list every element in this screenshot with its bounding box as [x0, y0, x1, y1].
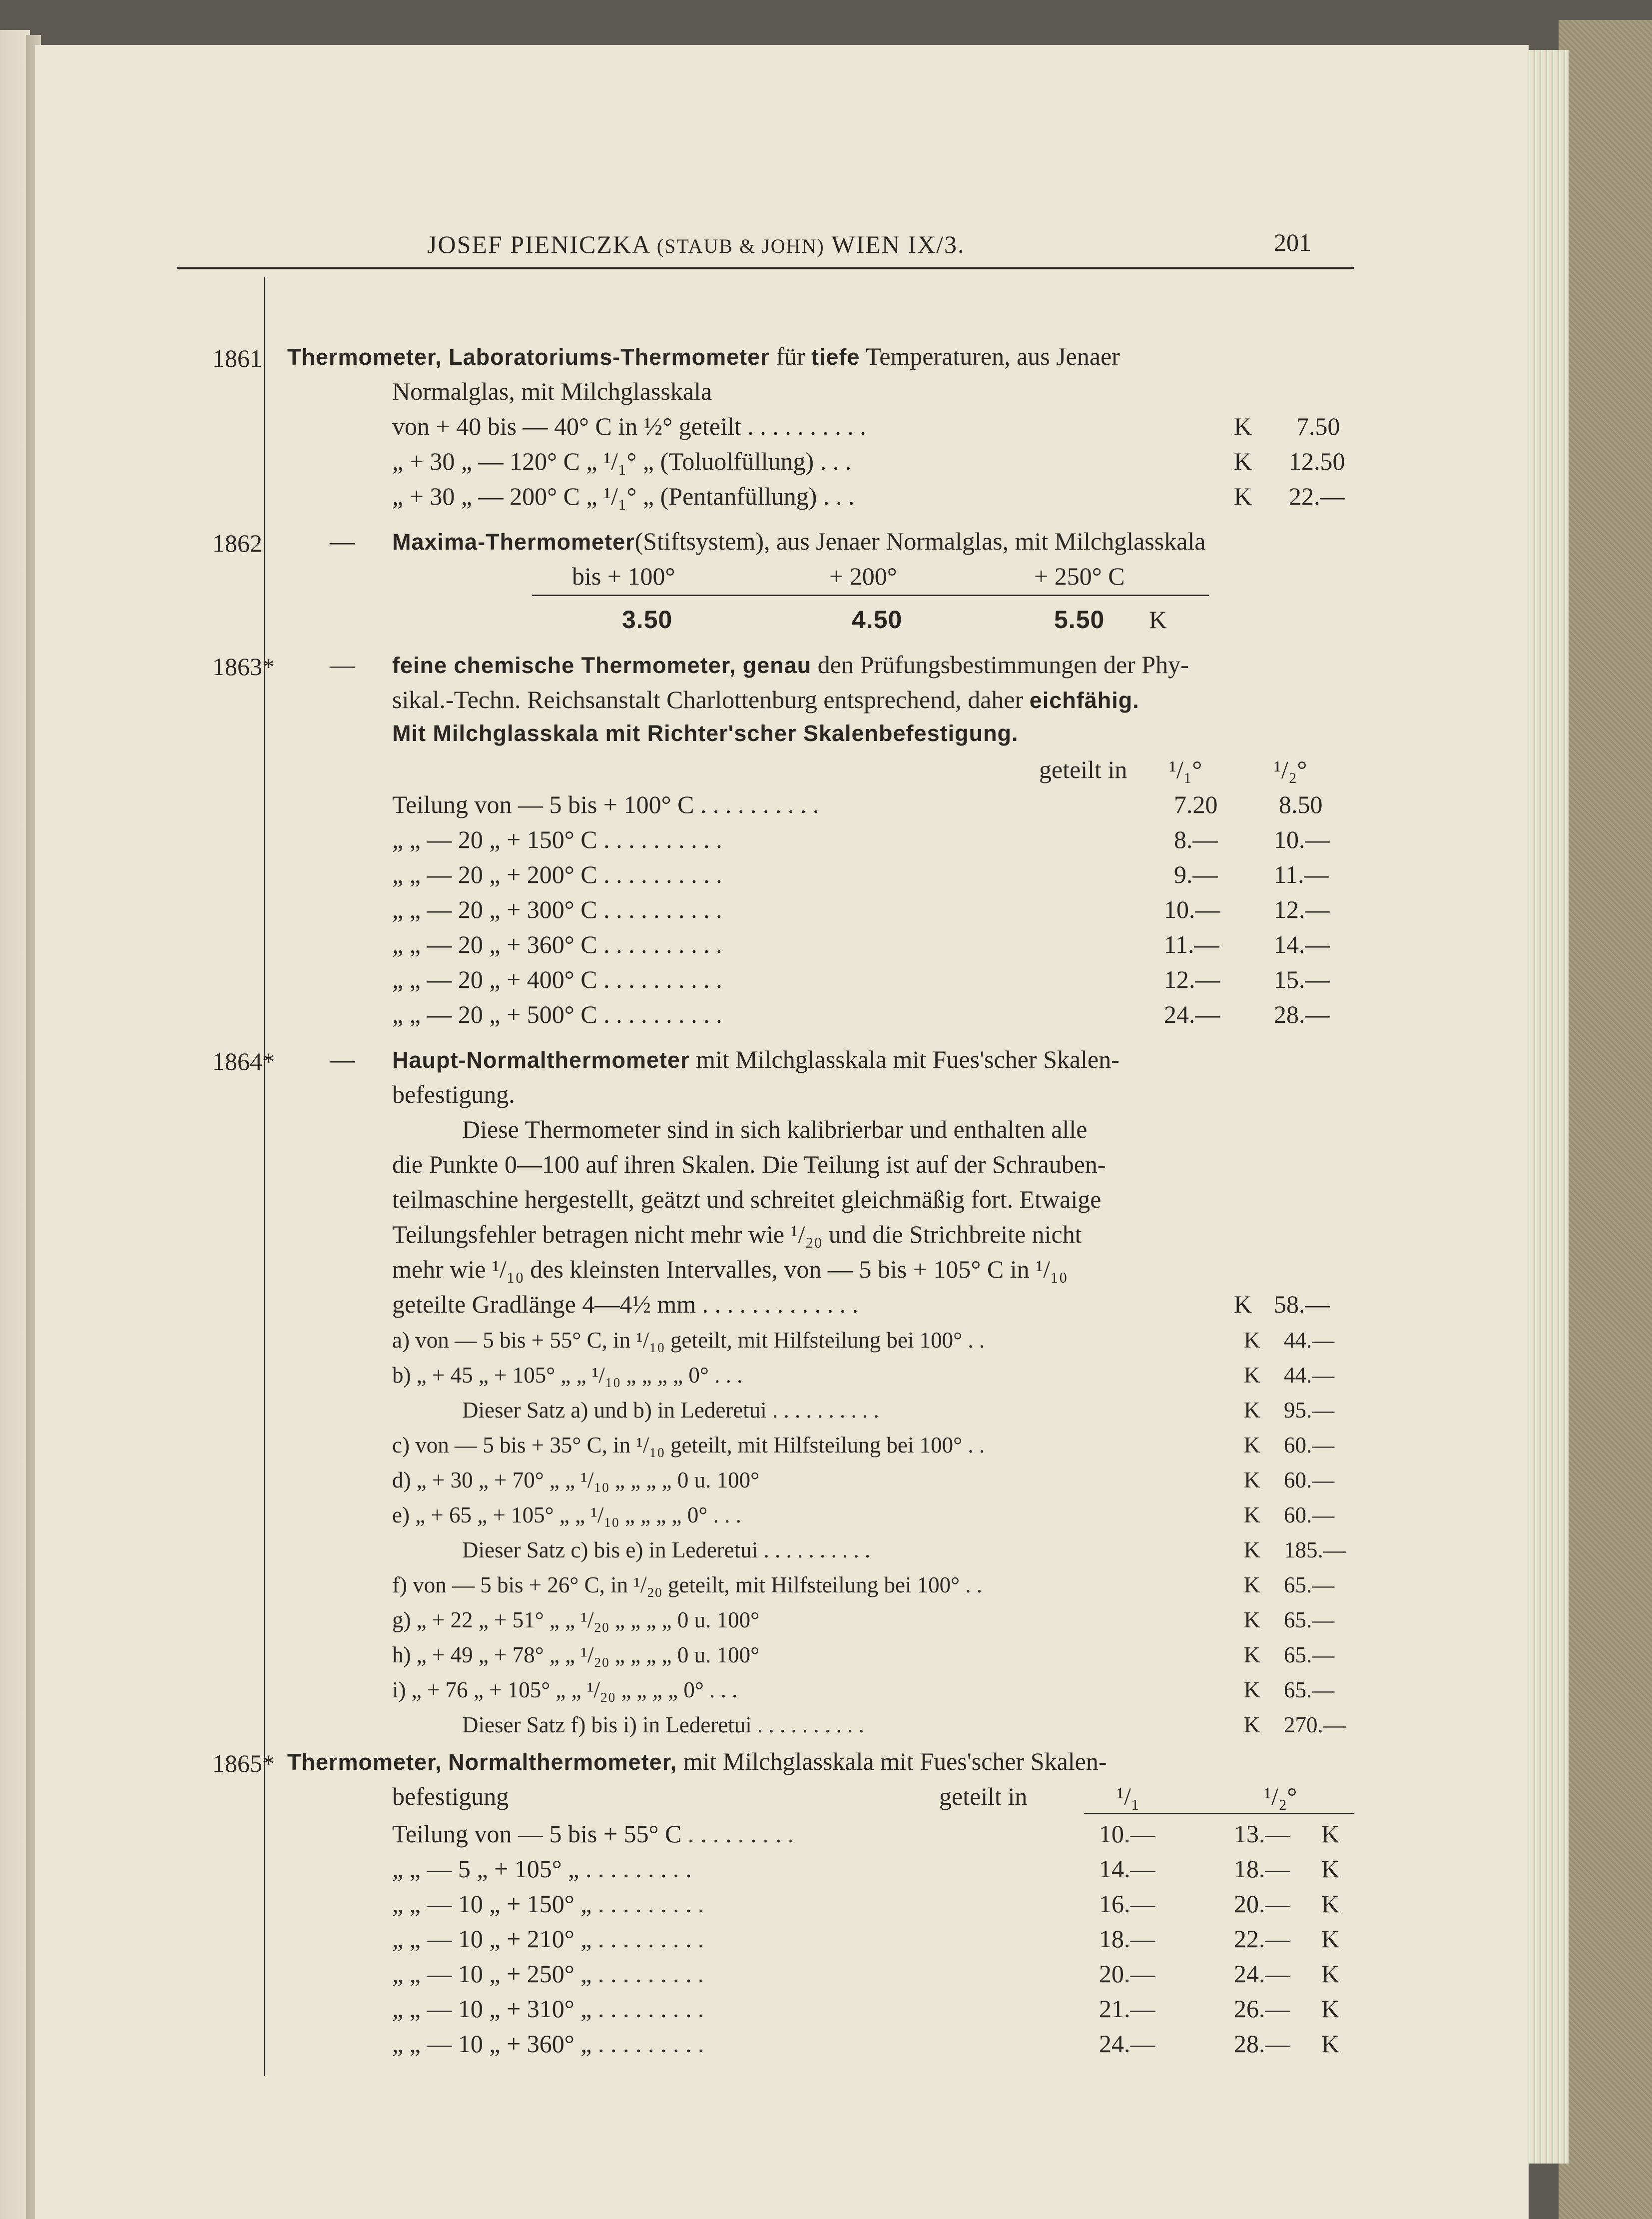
- entry-1865-row-unit: K: [1321, 1820, 1340, 1848]
- entry-1863-row-text: Teilung von — 5 bis + 100° C . . . . . . . . . .: [392, 790, 819, 818]
- entry-1864-row-price: 270.—: [1284, 1712, 1346, 1737]
- entry-1861-row-unit: K: [1234, 482, 1252, 510]
- entry-1865-line1: Thermometer, Normalthermometer, mit Milchglasskala mit Fues'scher Skalen-: [287, 1747, 1107, 1775]
- entry-1864-row-price: 95.—: [1284, 1398, 1335, 1423]
- entry-1864-row-price: 60.—: [1284, 1433, 1335, 1458]
- entry-1865-row-price: 13.—: [1234, 1820, 1290, 1848]
- entry-1863-line1: feine chemische Thermometer, genau den Prüfungsbestimmungen der Phy-: [392, 651, 1189, 679]
- entry-1864-gradlaenge-unit: K: [1234, 1290, 1252, 1318]
- entry-1864-paragraph-line: Diese Thermometer sind in sich kalibrierbar und enthalten alle: [462, 1115, 1088, 1143]
- entry-1865-row-price: 18.—: [1099, 1925, 1155, 1953]
- entry-1864-row-price: 60.—: [1284, 1502, 1335, 1527]
- entry-number-1862: 1862: [212, 529, 262, 557]
- entry-1864-row-unit: K: [1244, 1572, 1260, 1597]
- entry-1865-col1: ¹/₁: [1116, 1782, 1140, 1810]
- entry-1865-line2: befestigung: [392, 1782, 509, 1810]
- entry-1863-row-price: 8.50: [1279, 790, 1323, 818]
- entry-1864-row-price: 65.—: [1284, 1572, 1335, 1597]
- entry-1865-row-price: 22.—: [1234, 1925, 1290, 1953]
- entry-1865-row-price: 10.—: [1099, 1820, 1155, 1848]
- entry-1861-row-text: „ + 30 „ — 120° C „ ¹/₁° „ (Toluolfüllung) . . .: [392, 447, 852, 475]
- entry-1863-row-text: „ „ — 20 „ + 360° C . . . . . . . . . .: [392, 930, 722, 958]
- entry-1861-line2: Normalglas, mit Milchglasskala: [392, 377, 712, 405]
- entry-1864-row-text: d) „ + 30 „ + 70° „ „ ¹/₁₀ „ „ „ „ 0 u. 100°: [392, 1468, 760, 1492]
- entry-1864-row-unit: K: [1244, 1502, 1260, 1527]
- entry-1863-row-price: 9.—: [1174, 860, 1218, 888]
- entry-1864-row-price: 44.—: [1284, 1363, 1335, 1388]
- entry-1864-row-price: 185.—: [1284, 1537, 1346, 1562]
- catalog-page: [35, 45, 1529, 2219]
- entry-1865-col-label: geteilt in: [939, 1782, 1028, 1810]
- header-company: JOSEF PIENICZKA: [427, 230, 650, 258]
- entry-1864-row-text: a) von — 5 bis + 55° C, in ¹/₁₀ geteilt, mit Hilfsteilung bei 100° . .: [392, 1328, 985, 1353]
- entry-1865-row-unit: K: [1321, 1855, 1340, 1883]
- entry-1861-row-price: 12.50: [1289, 447, 1345, 475]
- entry-1861-row-price: 7.50: [1296, 412, 1340, 440]
- entry-1863-row-price: 10.—: [1274, 825, 1330, 853]
- entry-1864-row-text: i) „ + 76 „ + 105° „ „ ¹/₂₀ „ „ „ „ 0° . . .: [392, 1677, 738, 1702]
- entry-1861-row-price: 22.—: [1289, 482, 1345, 510]
- entry-1864-paragraph-line: mehr wie ¹/₁₀ des kleinsten Intervalles, von — 5 bis + 105° C in ¹/₁₀: [392, 1255, 1068, 1283]
- entry-1864-gradlaenge-price: 58.—: [1274, 1290, 1330, 1318]
- entry-1865-row-text: „ „ — 10 „ + 360° „ . . . . . . . . .: [392, 2030, 704, 2058]
- entry-1861-row-text: von + 40 bis — 40° C in ½° geteilt . . . . . . . . . .: [392, 412, 866, 440]
- entry-1863-row-price: 12.—: [1274, 895, 1330, 923]
- margin-column-rule: [264, 277, 265, 2076]
- entry-1865-row-price: 14.—: [1099, 1855, 1155, 1883]
- entry-1864-row-unit: K: [1244, 1328, 1260, 1353]
- entry-1864-gradlaenge-text: geteilte Gradlänge 4—4½ mm . . . . . . . . . . . . .: [392, 1290, 859, 1318]
- entry-1865-row-price: 28.—: [1234, 2030, 1290, 2058]
- entry-1864-row-text: Dieser Satz a) und b) in Lederetui . . . . . . . . . .: [462, 1398, 879, 1423]
- entry-1863-col1: ¹/₁°: [1169, 755, 1202, 783]
- entry-number-1863: 1863*: [212, 653, 275, 681]
- entry-1863-row-text: „ „ — 20 „ + 200° C . . . . . . . . . .: [392, 860, 722, 888]
- entry-1864-row-unit: K: [1244, 1363, 1260, 1388]
- entry-number-1861: 1861: [212, 344, 262, 372]
- entry-1864-row-text: Dieser Satz c) bis e) in Lederetui . . . . . . . . . .: [462, 1537, 871, 1562]
- entry-1865-row-price: 26.—: [1234, 1995, 1290, 2023]
- entry-1865-row-price: 16.—: [1099, 1890, 1155, 1918]
- entry-1864-row-unit: K: [1244, 1433, 1260, 1458]
- entry-1862-range: + 200°: [829, 562, 897, 590]
- entry-1864-row-price: 44.—: [1284, 1328, 1335, 1353]
- entry-1863-line2: sikal.-Techn. Reichsanstalt Charlottenburg entsprechend, daher eichfähig.: [392, 686, 1139, 714]
- entry-1864-row-text: b) „ + 45 „ + 105° „ „ ¹/₁₀ „ „ „ „ 0° . . .: [392, 1363, 743, 1388]
- page-number: 201: [1274, 228, 1311, 256]
- entry-1862-dash: —: [330, 527, 355, 555]
- entry-1865-col-rule: [1084, 1813, 1354, 1814]
- entry-1863-row-text: „ „ — 20 „ + 400° C . . . . . . . . . .: [392, 965, 722, 993]
- entry-1863-dash: —: [330, 651, 355, 679]
- entry-1865-row-price: 24.—: [1234, 1960, 1290, 1988]
- entry-1864-row-text: g) „ + 22 „ + 51° „ „ ¹/₂₀ „ „ „ „ 0 u. 100°: [392, 1607, 760, 1632]
- entry-1864-row-unit: K: [1244, 1607, 1260, 1632]
- entry-1864-row-text: Dieser Satz f) bis i) in Lederetui . . . . . . . . . .: [462, 1712, 864, 1737]
- header-city: WIEN IX/3.: [831, 230, 965, 258]
- entry-1865-row-unit: K: [1321, 2030, 1340, 2058]
- entry-1862-price: 5.50: [1054, 606, 1105, 634]
- entry-1862-range: + 250° C: [1034, 562, 1125, 590]
- entry-1862-range: bis + 100°: [572, 562, 675, 590]
- entry-1863-row-price: 7.20: [1174, 790, 1218, 818]
- left-page-edge: [0, 30, 30, 2219]
- entry-1863-row-price: 15.—: [1274, 965, 1330, 993]
- entry-1863-col2: ¹/₂°: [1274, 755, 1307, 783]
- entry-1862-rule: [532, 595, 1209, 596]
- entry-1861-row-unit: K: [1234, 412, 1252, 440]
- entry-1864-row-unit: K: [1244, 1712, 1260, 1737]
- entry-1863-row-price: 10.—: [1164, 895, 1220, 923]
- entry-1863-row-price: 28.—: [1274, 1000, 1330, 1028]
- entry-1864-row-unit: K: [1244, 1398, 1260, 1423]
- entry-1861-row-text: „ + 30 „ — 200° C „ ¹/₁° „ (Pentanfüllung) . . .: [392, 482, 855, 510]
- entry-1863-row-price: 14.—: [1274, 930, 1330, 958]
- entry-1863-line3: Mit Milchglasskala mit Richter'scher Skalenbefestigung.: [392, 721, 1019, 746]
- entry-1864-row-text: h) „ + 49 „ + 78° „ „ ¹/₂₀ „ „ „ „ 0 u. 100°: [392, 1642, 760, 1667]
- entry-1863-row-price: 8.—: [1174, 825, 1218, 853]
- entry-1865-row-unit: K: [1321, 1995, 1340, 2023]
- entry-1864-paragraph-line: teilmaschine hergestellt, geätzt und schreitet gleichmäßig fort. Etwaige: [392, 1185, 1101, 1213]
- entry-1863-col-label: geteilt in: [1039, 755, 1127, 783]
- entry-1864-paragraph-line: Teilungsfehler betragen nicht mehr wie ¹/₂₀ und die Strichbreite nicht: [392, 1220, 1082, 1248]
- entry-1864-dash: —: [330, 1045, 355, 1073]
- entry-1865-row-text: „ „ — 5 „ + 105° „ . . . . . . . . .: [392, 1855, 692, 1883]
- entry-1865-row-price: 20.—: [1234, 1890, 1290, 1918]
- entry-1864-row-price: 65.—: [1284, 1677, 1335, 1702]
- entry-1863-row-text: „ „ — 20 „ + 150° C . . . . . . . . . .: [392, 825, 722, 853]
- entry-1865-row-unit: K: [1321, 1925, 1340, 1953]
- entry-1864-row-price: 60.—: [1284, 1468, 1335, 1492]
- entry-1865-row-text: „ „ — 10 „ + 250° „ . . . . . . . . .: [392, 1960, 704, 1988]
- entry-1863-row-price: 11.—: [1164, 930, 1219, 958]
- entry-1864-row-unit: K: [1244, 1468, 1260, 1492]
- entry-number-1865: 1865*: [212, 1749, 275, 1777]
- entry-1864-row-price: 65.—: [1284, 1607, 1335, 1632]
- entry-1863-row-price: 11.—: [1274, 860, 1329, 888]
- entry-1864-row-text: c) von — 5 bis + 35° C, in ¹/₁₀ geteilt, mit Hilfsteilung bei 100° . .: [392, 1433, 985, 1458]
- entry-1865-row-text: „ „ — 10 „ + 210° „ . . . . . . . . .: [392, 1925, 704, 1953]
- entry-1864-row-price: 65.—: [1284, 1642, 1335, 1667]
- entry-1864-row-unit: K: [1244, 1642, 1260, 1667]
- header-parenthetical: (STAUB & JOHN): [656, 235, 825, 257]
- entry-1865-row-text: Teilung von — 5 bis + 55° C . . . . . . . . .: [392, 1820, 794, 1848]
- entry-1862-line1: Maxima-Thermometer(Stiftsystem), aus Jenaer Normalglas, mit Milchglasskala: [392, 527, 1206, 555]
- entry-1865-row-unit: K: [1321, 1890, 1340, 1918]
- entry-1865-row-price: 21.—: [1099, 1995, 1155, 2023]
- entry-number-1864: 1864*: [212, 1047, 275, 1075]
- entry-1864-line2: befestigung.: [392, 1080, 515, 1108]
- header-rule: [177, 267, 1354, 269]
- entry-1862-price: 3.50: [622, 606, 673, 634]
- entry-1865-row-price: 20.—: [1099, 1960, 1155, 1988]
- entry-1863-row-text: „ „ — 20 „ + 500° C . . . . . . . . . .: [392, 1000, 722, 1028]
- entry-1864-line1: Haupt-Normalthermometer mit Milchglasskala mit Fues'scher Skalen-: [392, 1045, 1119, 1073]
- entry-1864-row-unit: K: [1244, 1677, 1260, 1702]
- entry-1865-row-price: 18.—: [1234, 1855, 1290, 1883]
- entry-1865-col2: ¹/₂°: [1264, 1782, 1297, 1810]
- entry-1865-row-text: „ „ — 10 „ + 310° „ . . . . . . . . .: [392, 1995, 704, 2023]
- entry-1865-row-unit: K: [1321, 1960, 1340, 1988]
- entry-1862-unit: K: [1149, 606, 1167, 634]
- book-cover-cloth: [1559, 20, 1652, 2219]
- entry-1864-row-unit: K: [1244, 1537, 1260, 1562]
- entry-1861-line1: Thermometer, Laboratoriums-Thermometer für tiefe Temperaturen, aus Jenaer: [287, 342, 1120, 370]
- entry-1864-row-text: f) von — 5 bis + 26° C, in ¹/₂₀ geteilt, mit Hilfsteilung bei 100° . .: [392, 1572, 983, 1597]
- entry-1864-row-text: e) „ + 65 „ + 105° „ „ ¹/₁₀ „ „ „ „ 0° . . .: [392, 1502, 741, 1527]
- entry-1863-row-text: „ „ — 20 „ + 300° C . . . . . . . . . .: [392, 895, 722, 923]
- entry-1865-row-text: „ „ — 10 „ + 150° „ . . . . . . . . .: [392, 1890, 704, 1918]
- entry-1863-row-price: 24.—: [1164, 1000, 1220, 1028]
- entry-1862-price: 4.50: [852, 606, 903, 634]
- entry-1865-row-price: 24.—: [1099, 2030, 1155, 2058]
- entry-1864-paragraph-line: die Punkte 0—100 auf ihren Skalen. Die Teilung ist auf der Schrauben-: [392, 1150, 1106, 1178]
- running-header: [427, 230, 965, 259]
- entry-1863-row-price: 12.—: [1164, 965, 1220, 993]
- entry-1861-row-unit: K: [1234, 447, 1252, 475]
